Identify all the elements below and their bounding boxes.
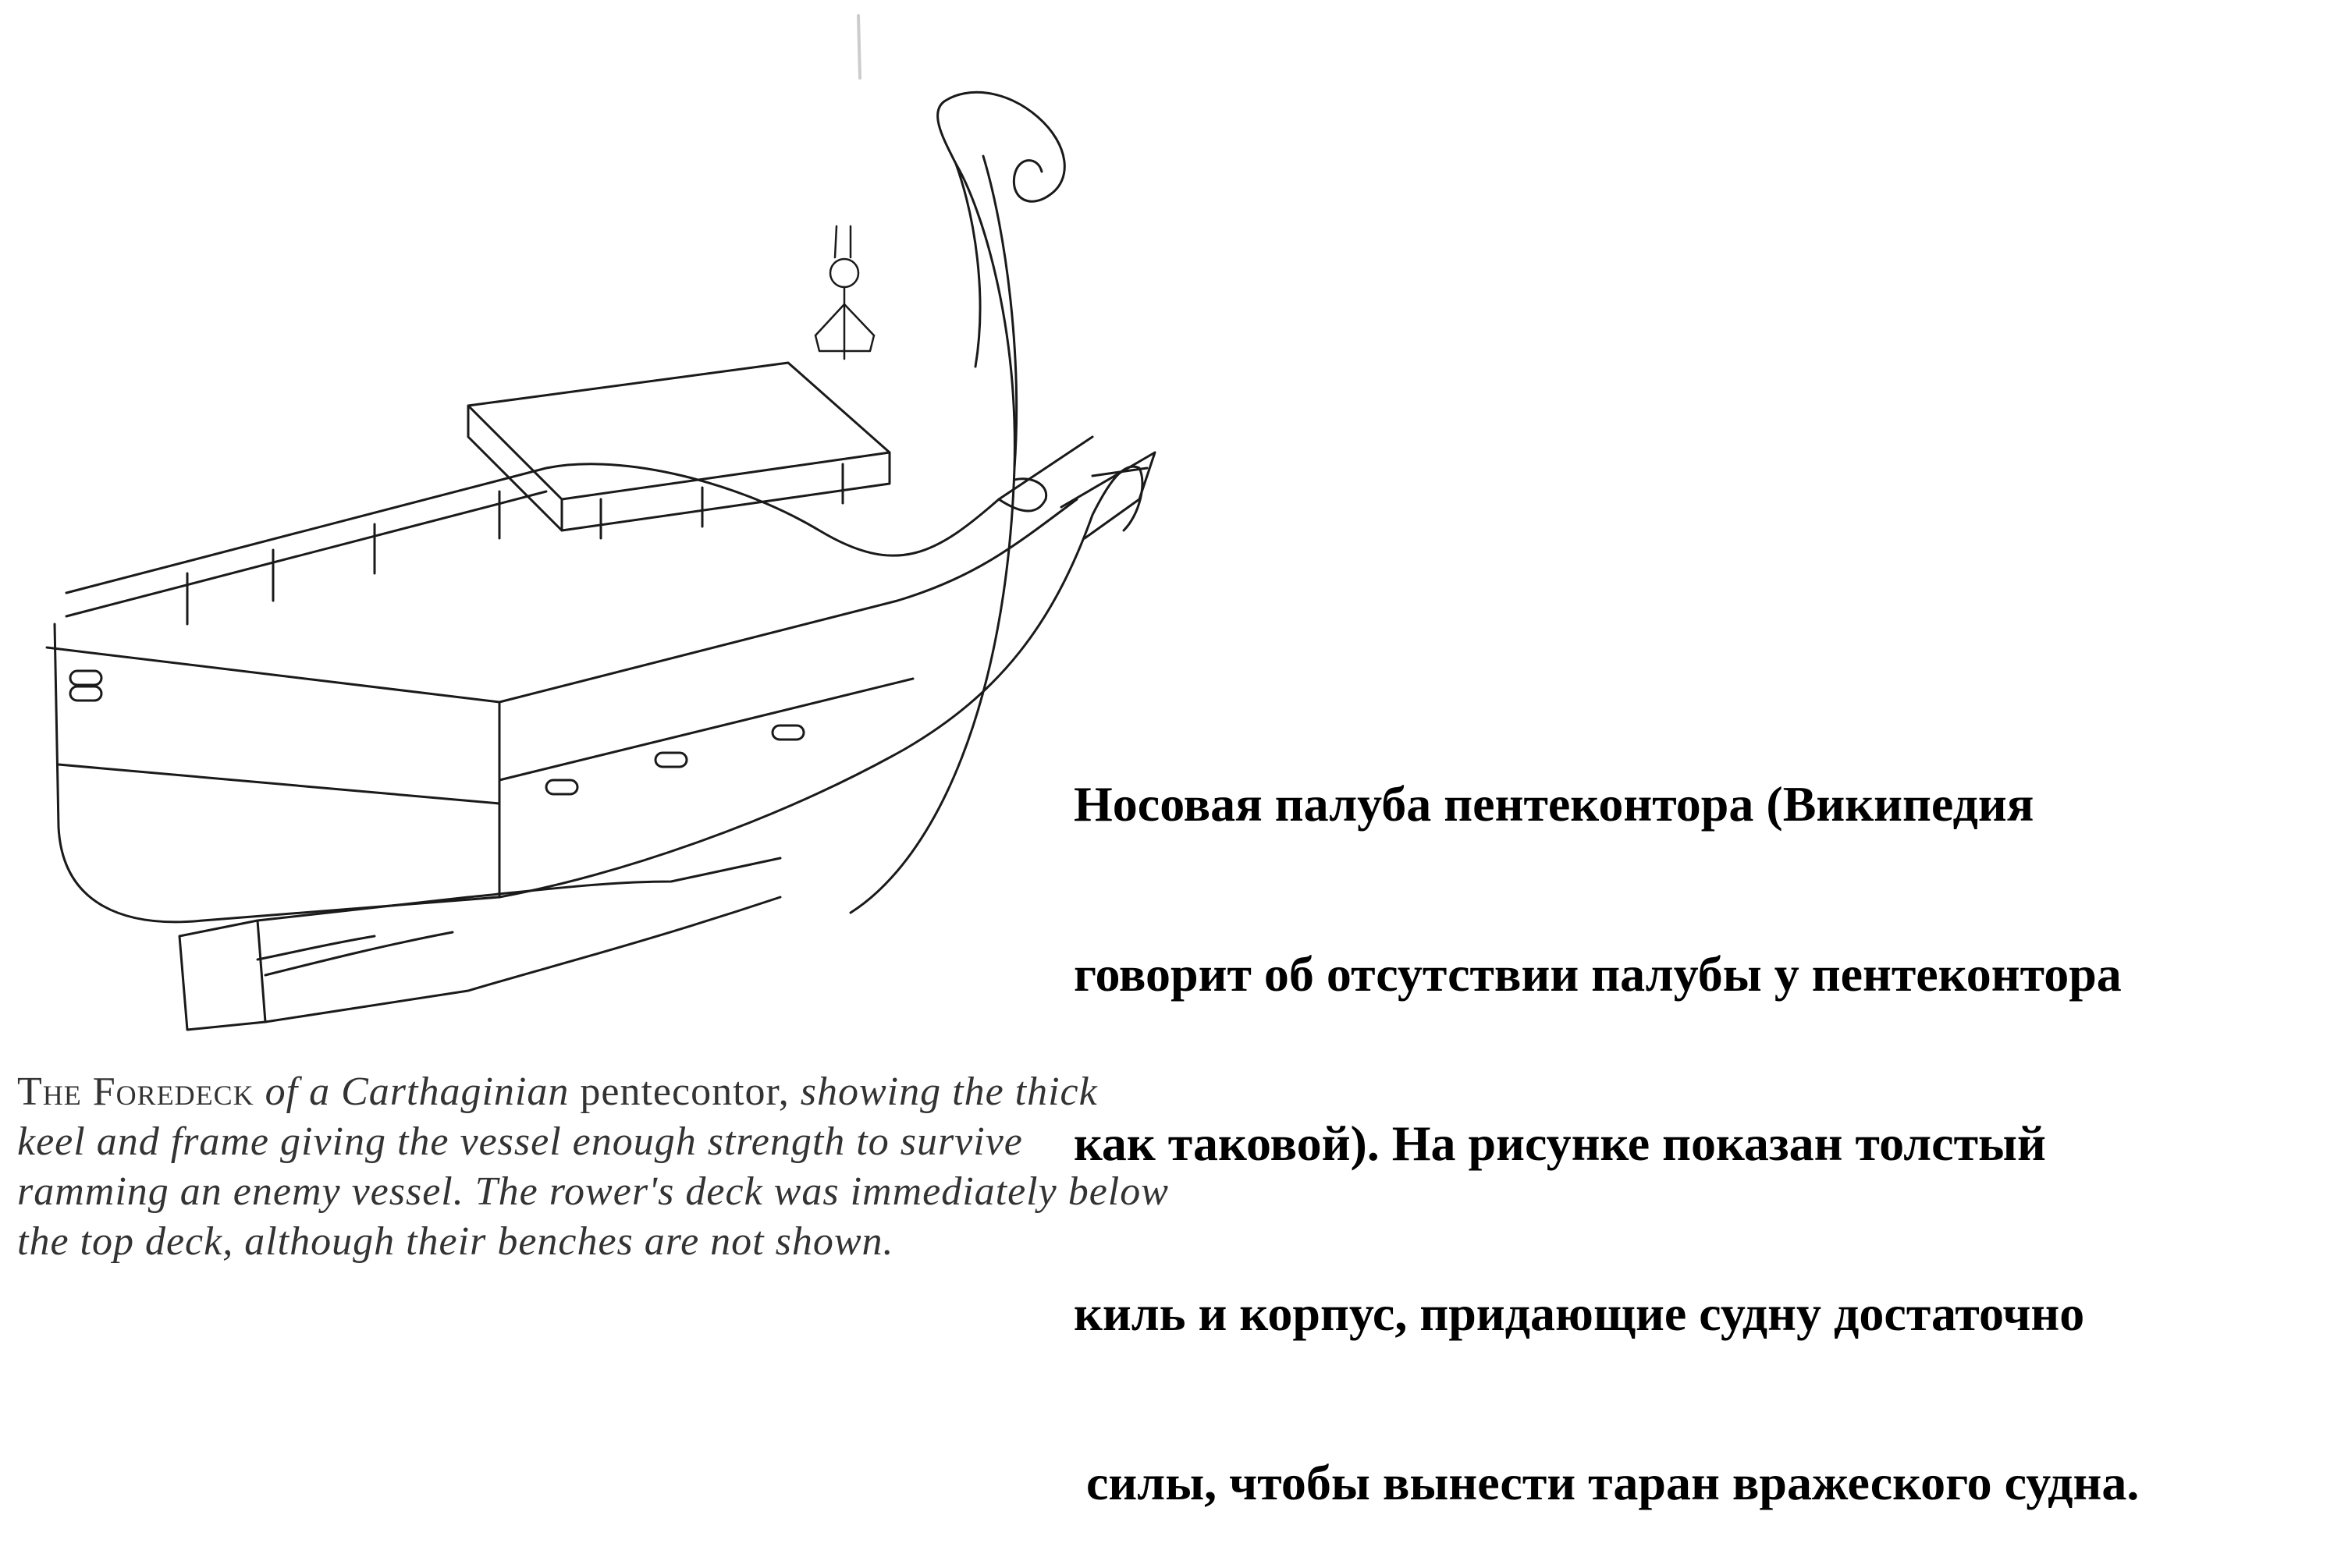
- caption-italic: of a Carthaginian: [265, 1070, 570, 1114]
- russian-caption-line: как таковой). На рисунке показан толстый: [1074, 1116, 2046, 1171]
- ship-foredeck-illustration: [0, 0, 1170, 1038]
- russian-caption-line: говорит об отсутствии палубы у пентеконтора: [1074, 945, 2122, 1002]
- russian-caption-line: киль и корпус, придающие судну достаточно: [1074, 1285, 2085, 1341]
- crane-hook: [815, 226, 874, 359]
- russian-caption-line: силы, чтобы вынести таран вражеского судна.: [1074, 1455, 2152, 1510]
- caption-roman: pentecontor,: [580, 1070, 790, 1114]
- caption-rest: showing the thick keel and frame giving the vessel enough strength to survive ramming an enemy vessel. The rower's deck was immediately below the top deck, although their benches are not shown.: [17, 1070, 1169, 1264]
- stern-post: [851, 92, 1064, 913]
- hull-near-side: [47, 466, 1142, 922]
- keel: [179, 858, 780, 1030]
- russian-caption: [1074, 663, 2341, 1568]
- caption-smallcaps: The Foredeck: [17, 1070, 254, 1114]
- figure-caption-en: [17, 1067, 1172, 1267]
- deck-platform: [468, 363, 890, 538]
- hull-far-side: [66, 437, 1092, 624]
- ram: [1061, 452, 1155, 538]
- russian-caption-line: Носовая палуба пентеконтора (Википедия: [1074, 776, 2034, 832]
